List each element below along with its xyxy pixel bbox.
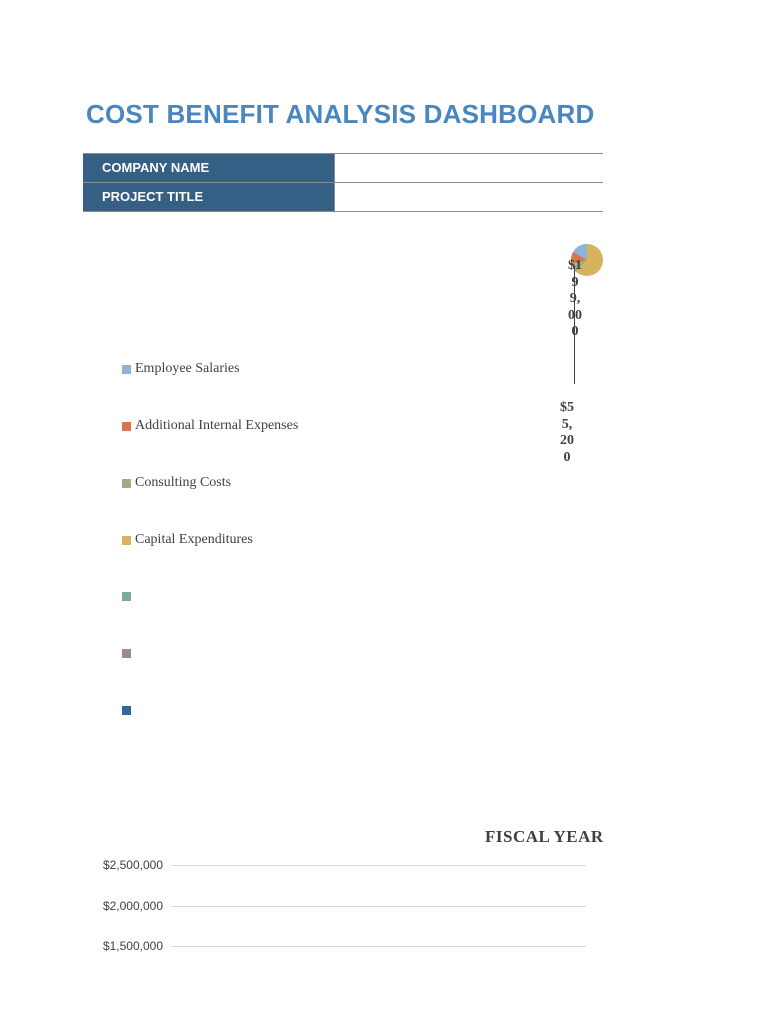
dashboard-title: COST BENEFIT ANALYSIS DASHBOARD [86, 99, 595, 129]
legend-swatch [122, 365, 131, 374]
legend-label: Additional Internal Expenses [135, 418, 299, 433]
project-title-row [83, 183, 603, 212]
legend-swatch [122, 592, 131, 601]
legend-item-unlabeled-5 [122, 587, 135, 605]
legend-swatch [122, 706, 131, 715]
legend-item-capital-expenditures [122, 531, 253, 549]
y-axis-row [0, 857, 586, 873]
legend-swatch [122, 649, 131, 658]
y-axis-tick-label: $2,500,000 [102, 858, 163, 872]
legend-swatch [122, 479, 131, 488]
company-name-field[interactable] [334, 154, 603, 182]
company-name-row [83, 154, 603, 183]
gridline [171, 865, 586, 866]
legend-label: Consulting Costs [135, 475, 232, 490]
project-title-field[interactable] [334, 183, 603, 211]
y-axis-tick-label: $2,000,000 [102, 899, 163, 913]
y-axis-tick-label: $1,500,000 [102, 939, 163, 953]
gridline [171, 906, 586, 907]
legend-label: Employee Salaries [135, 361, 240, 376]
legend-item-consulting-costs [122, 474, 231, 492]
company-name-label: COMPANY NAME [83, 154, 334, 182]
pie-data-label: $55,200 [560, 400, 574, 465]
legend-label: Capital Expenditures [135, 532, 253, 547]
y-axis-row [0, 898, 586, 914]
gridline [171, 946, 586, 947]
legend-swatch [122, 422, 131, 431]
y-axis-row [0, 938, 586, 954]
legend-item-unlabeled-7 [122, 701, 135, 719]
legend-item-additional-internal-expenses [122, 417, 298, 435]
legend-item-unlabeled-6 [122, 644, 135, 662]
project-title-label: PROJECT TITLE [83, 183, 334, 211]
fiscal-chart-title: FISCAL YEAR [485, 827, 604, 846]
project-info-table [83, 153, 603, 212]
legend-swatch [122, 536, 131, 545]
legend-item-employee-salaries [122, 360, 240, 378]
pie-data-label: $199,000 [568, 258, 582, 339]
